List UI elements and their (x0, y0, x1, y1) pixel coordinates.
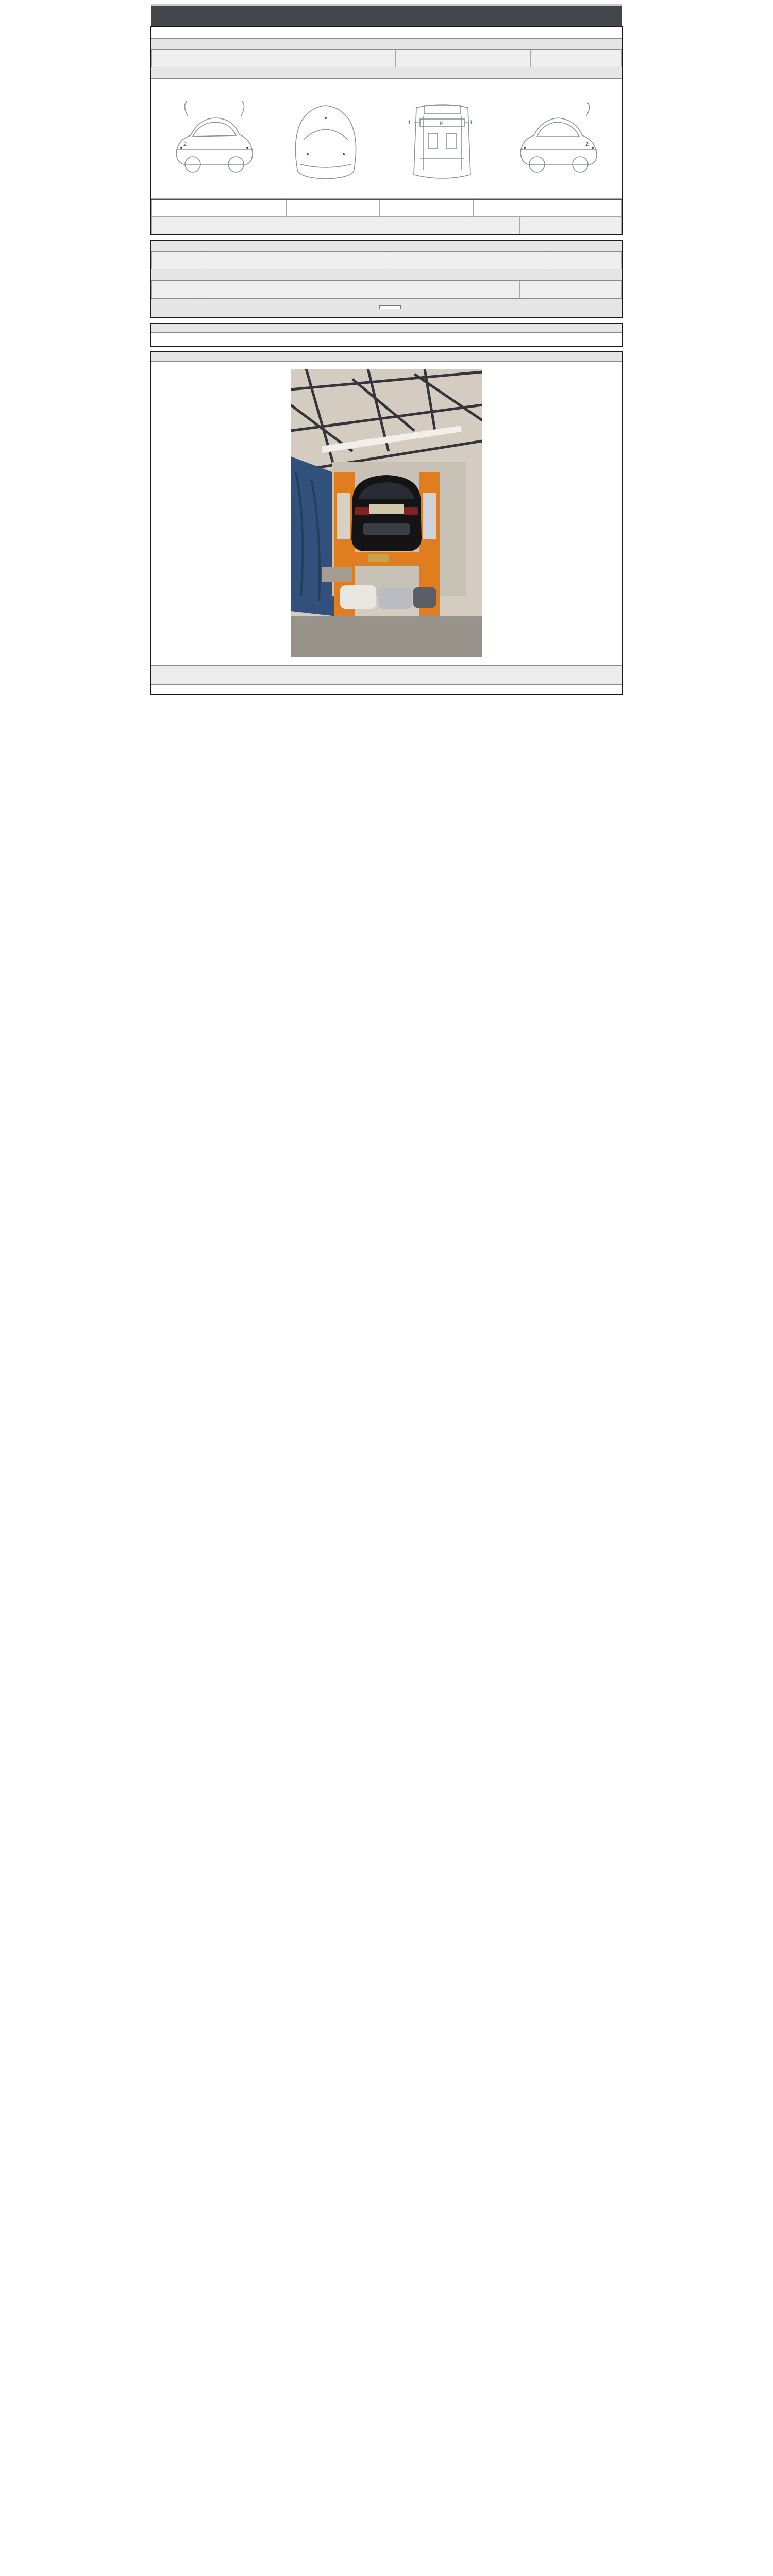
etc-header (151, 269, 622, 281)
notice-header (151, 324, 622, 333)
status-code-legend (151, 79, 622, 83)
accident-history-options (287, 199, 380, 217)
panel-exchange-price-head (520, 217, 622, 234)
page-marker-2 (150, 235, 623, 240)
etc-head-item (198, 281, 520, 298)
car-diagram-front-left (161, 92, 264, 190)
overall-table (151, 50, 622, 67)
detail-table (151, 252, 622, 269)
panel-exchange-table (151, 217, 622, 234)
car-diagrams (151, 86, 622, 199)
svg-text:11: 11 (469, 120, 476, 126)
accident-history-row (151, 199, 622, 217)
page-marker-4 (150, 347, 623, 351)
section-box-1 (150, 26, 623, 235)
car-diagram-underbody (388, 92, 496, 190)
simple-repair-label (380, 199, 473, 217)
form-reference (151, 0, 622, 4)
svg-text:11: 11 (407, 120, 414, 126)
basic-info-header (151, 27, 622, 39)
detail-header (151, 241, 622, 252)
detail-head-price (551, 252, 621, 269)
inspection-photo-area (151, 362, 622, 666)
title-bar (151, 4, 622, 26)
inspection-photo (291, 369, 482, 657)
signature-band (151, 666, 622, 685)
overall-head-item (395, 50, 530, 67)
document-number (151, 18, 622, 24)
page-marker-3 (150, 318, 623, 323)
notice-body (151, 333, 622, 346)
car-diagram-top (277, 92, 375, 190)
svg-text:2: 2 (183, 141, 187, 147)
overall-head-usage (152, 50, 229, 67)
footer-statement (151, 685, 622, 694)
simple-repair-options (473, 199, 621, 217)
overall-head-row (152, 50, 622, 67)
photo-box (150, 351, 623, 695)
section-box-2 (150, 240, 623, 318)
etc-head-blank (152, 281, 198, 298)
svg-text:2: 2 (585, 141, 589, 147)
detail-head-item (198, 252, 388, 269)
final-price-value (379, 305, 401, 309)
etc-table (151, 281, 622, 298)
overall-head-price (530, 50, 621, 67)
car-diagram-rear-right (509, 92, 612, 190)
svg-text:9: 9 (439, 121, 443, 127)
notice-box (150, 323, 623, 347)
final-price-band (151, 298, 622, 317)
detail-head-state (388, 252, 551, 269)
etc-head-price (520, 281, 622, 298)
panel-exchange-title (152, 217, 520, 234)
overall-header (151, 39, 622, 50)
accident-history-label (152, 199, 287, 217)
photo-header (151, 352, 622, 362)
detail-head-device (152, 252, 198, 269)
accident-header (151, 67, 622, 79)
overall-head-state (229, 50, 395, 67)
